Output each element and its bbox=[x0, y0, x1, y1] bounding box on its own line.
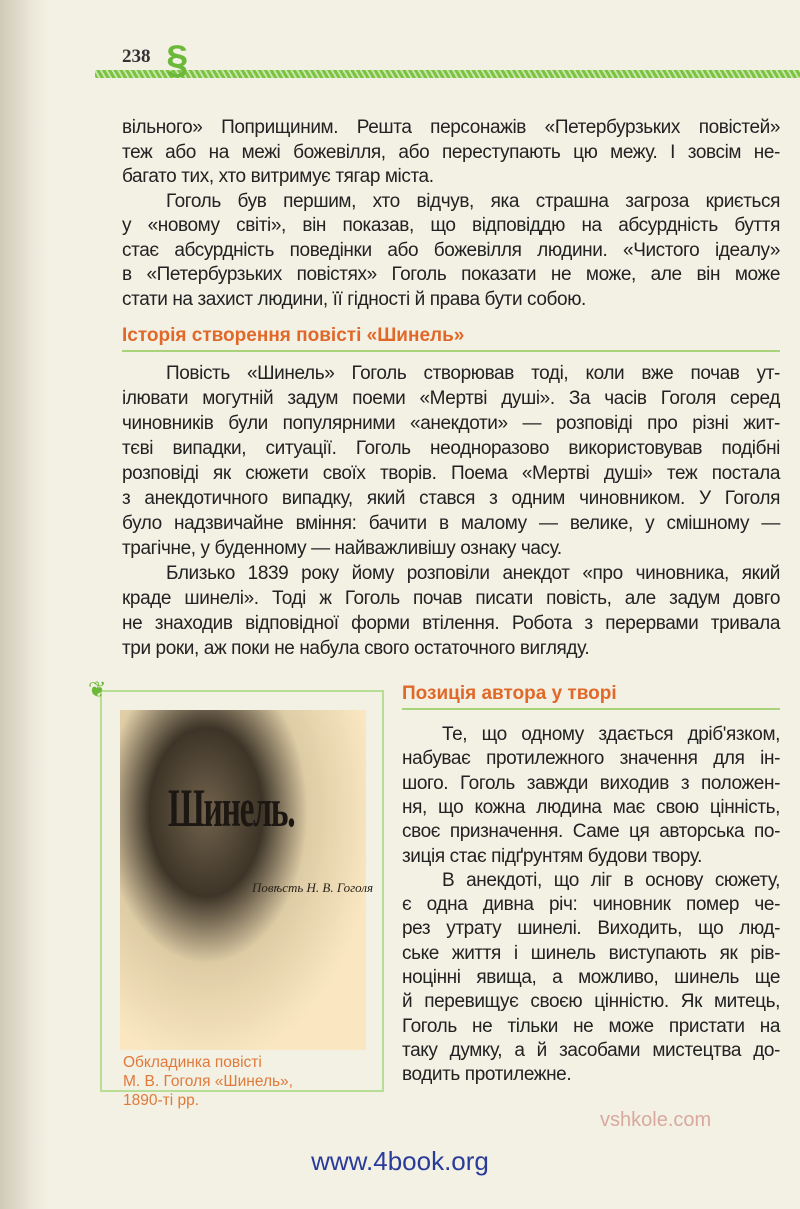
text-line: зиція стає підґрунтям будови твору. bbox=[402, 845, 702, 867]
header-rope-divider bbox=[95, 70, 800, 78]
cover-subtitle: Повѣсть Н. В. Гоголя bbox=[252, 880, 374, 895]
text-line: рез утрату шинелі. Виходить, що люд- bbox=[402, 918, 780, 940]
watermark: vshkole.com bbox=[600, 1109, 712, 1131]
text-line: стає абсурдність поведінки або божевілля людини. «Чистого ідеалу» bbox=[122, 239, 780, 261]
text-line: вільного» Поприщиним. Решта персонажів «Петербурзьких повістей» bbox=[122, 117, 780, 138]
figure-caption-line: М. В. Гоголя «Шинель», bbox=[123, 1073, 293, 1090]
text-line: Повість «Шинель» Гоголь створював тоді, коли вже почав ут- bbox=[166, 363, 780, 384]
text-line: Те, що одному здається дріб'язком, bbox=[442, 724, 780, 745]
text-line: три роки, аж поки не набула свого остаточного вигляду. bbox=[122, 638, 590, 659]
text-line: розповіді як сюжети своїх творів. Поема «Мертві душі» теж постала bbox=[122, 463, 780, 484]
text-line: чиновників були популярними «анекдоти» — розповіді про різні жит- bbox=[122, 413, 780, 434]
text-line: з анекдотичного випадку, який стався з одним чиновником. У Гоголя bbox=[122, 488, 780, 509]
text-line: є одна дивна річ: чиновник помер че- bbox=[402, 894, 780, 916]
section-heading-history: Історія створення повісті «Шинель» bbox=[122, 325, 465, 346]
text-line: Гоголь був першим, хто відчув, яка страшна загроза криється bbox=[166, 190, 780, 212]
text-line: шого. Гоголь завжди виходив з положен- bbox=[402, 772, 780, 794]
text-line: Гоголь не тільки не може пристати на bbox=[402, 1015, 780, 1037]
leaf-ornament-icon: ❦ bbox=[88, 677, 107, 702]
text-line: набуває протилежного значення для ін- bbox=[402, 748, 780, 770]
text-line: своє призначення. Саме ця авторська по- bbox=[402, 821, 780, 843]
footer-link[interactable]: www.4book.org bbox=[311, 1146, 489, 1176]
page-number: 238 bbox=[122, 46, 151, 67]
text-line: ноцінні явища, а можливо, шинель ще bbox=[402, 967, 780, 988]
text-line: ське життя і шинель виступають як рів- bbox=[402, 942, 780, 964]
text-line: краде шинелі». Тоді ж Гоголь почав писати повість, але задум довго bbox=[122, 588, 780, 609]
text-line: трагічне, у буденному — найважливішу ознаку часу. bbox=[122, 538, 562, 559]
text-line: таку думку, а й засобами мистецтва до- bbox=[402, 1039, 780, 1061]
text-line: В анекдоті, що ліг в основу сюжету, bbox=[442, 869, 780, 891]
heading-underline bbox=[402, 708, 780, 710]
text-line: Близько 1839 року йому розповіли анекдот «про чиновника, який bbox=[166, 563, 780, 584]
scan-edge bbox=[0, 0, 48, 1209]
text-line: не знаходив відповідної форми втілення. Робота з перервами тривала bbox=[122, 613, 780, 634]
text-line: ілювати могутній задум поеми «Мертві душі». За часів Гоголя серед bbox=[122, 388, 780, 409]
heading-underline bbox=[122, 350, 780, 352]
section-heading-author-position: Позиція автора у творі bbox=[402, 683, 617, 704]
text-line: багато тих, хто витримує тягар міста. bbox=[122, 166, 434, 187]
figure-caption-line: 1890-ті рр. bbox=[123, 1092, 200, 1109]
text-line: тєві випадки, ситуації. Гоголь неодноразово використовував подібні bbox=[122, 438, 780, 459]
text-line: стати на захист людини, її гідності й права бути собою. bbox=[122, 288, 586, 310]
text-line: в «Петербурзьких повістях» Гоголь показати не може, але він може bbox=[122, 264, 780, 285]
hook-ornament-icon: § bbox=[166, 38, 189, 82]
text-line: водить протилежне. bbox=[402, 1064, 572, 1086]
text-line: й перевищує своєю цінністю. Як митець, bbox=[402, 991, 780, 1013]
text-line: було надзвичайне вміння: бачити в малому — велике, у смішному — bbox=[122, 513, 780, 534]
text-line: теж або на межі божевілля, або переступають цю межу. І зовсім не- bbox=[122, 141, 780, 163]
cover-title: Шинель. bbox=[168, 778, 295, 838]
text-line: у «новому світі», він показав, що відповіддю на абсурдність буття bbox=[122, 215, 780, 236]
text-line: ня, що кожна людина має свою цінність, bbox=[402, 796, 780, 818]
figure-caption-line: Обкладинка повісті bbox=[123, 1054, 262, 1071]
